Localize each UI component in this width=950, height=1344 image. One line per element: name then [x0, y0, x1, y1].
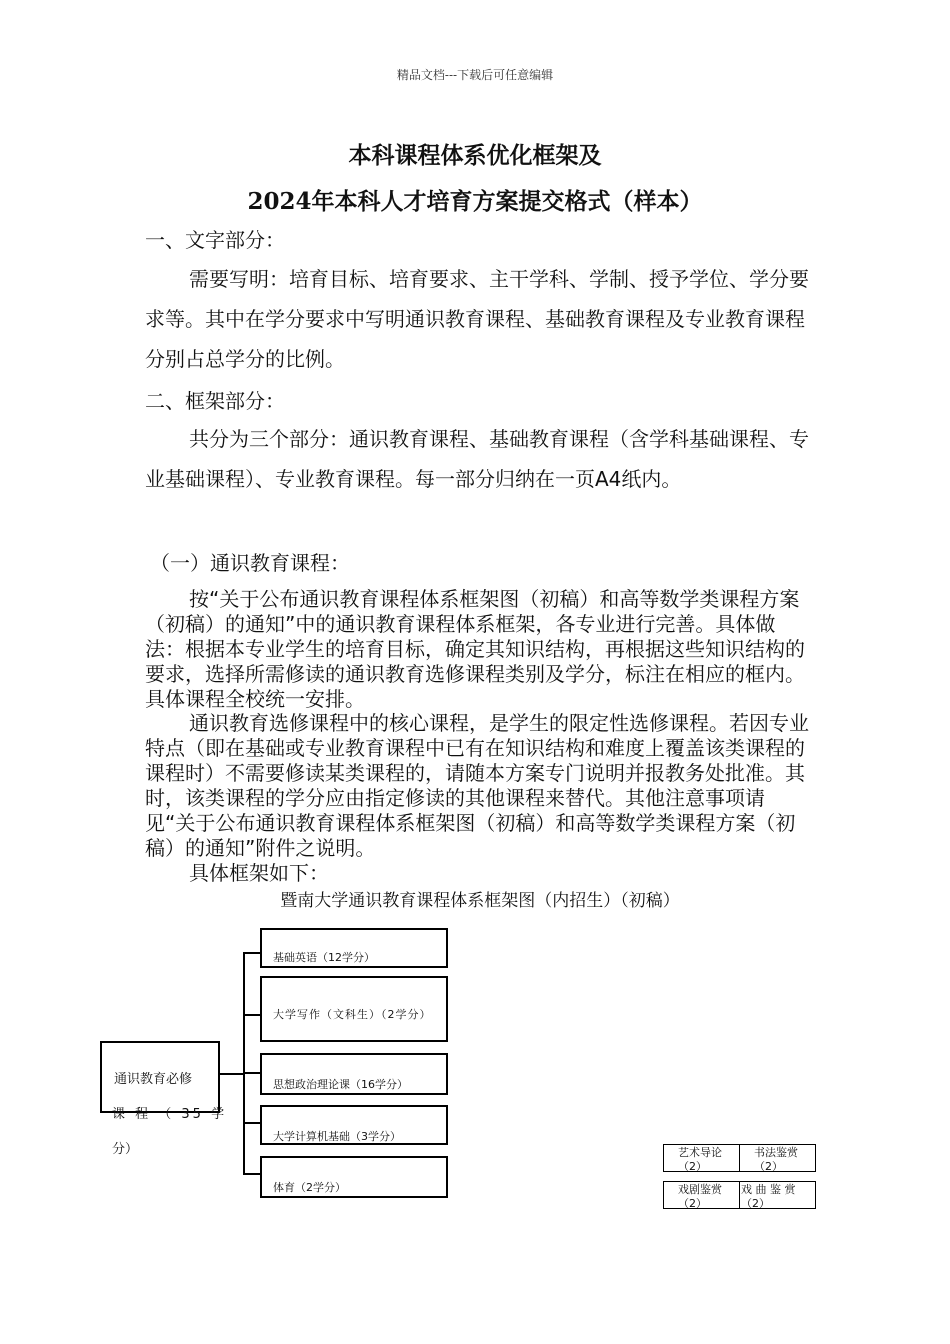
course-box-writing	[260, 976, 448, 1042]
elective-table-divider	[739, 1182, 740, 1208]
connector-branch-2	[243, 1014, 261, 1016]
section1-paragraph: 需要写明：培育目标、培育要求、主干学科、学制、授予学位、学分要求等。其中在学分要求中写明通识教育课程、基础教育课程及专业教育课程分别占总学分的比例。	[145, 267, 809, 371]
page-title-line1: 本科课程体系优化框架及	[348, 142, 602, 169]
connector-vertical	[243, 952, 245, 1175]
elective-table-divider	[739, 1145, 740, 1171]
elective-cell-art: 艺术导论（2）	[678, 1146, 722, 1172]
section2-heading: 二、框架部分：	[145, 389, 285, 413]
diagram-title: 暨南大学通识教育课程体系框架图（内招生）（初稿）	[280, 891, 680, 911]
course-box-computer	[260, 1105, 448, 1145]
course-label-politics: 思想政治理论课（16学分）	[273, 1078, 408, 1091]
elective-cell-calligraphy: 书法鉴赏（2）	[754, 1146, 798, 1172]
header-note: 精品文档---下载后可任意编辑	[396, 68, 554, 82]
section2-paragraph: 共分为三个部分：通识教育课程、基础教育课程（含学科基础课程、专业基础课程）、专业教育课程。每一部分归纳在一页A4纸内。	[145, 427, 809, 491]
course-label-pe: 体育（2学分）	[273, 1181, 346, 1194]
subsection1-heading: （一）通识教育课程：	[150, 551, 350, 575]
required-courses-label-line1: 通识教育必修	[114, 1072, 193, 1087]
page-title-line2: 2024年本科人才培育方案提交格式（样本）	[247, 188, 703, 215]
course-box-pe	[260, 1156, 448, 1198]
required-courses-label-line2: 课 程 （ 35 学	[112, 1107, 228, 1122]
elective-cell-drama: 戏剧鉴赏（2）	[678, 1183, 722, 1209]
connector-horizontal-main	[216, 1073, 244, 1075]
connector-branch-3	[243, 1072, 261, 1074]
connector-branch-1	[243, 952, 261, 954]
paragraph-b: 通识教育选修课程中的核心课程，是学生的限定性选修课程。若因专业特点（即在基础或专业教育课程中已有在知识结构和难度上覆盖该类课程的课程时）不需要修读某类课程的，请随本方案专门说明并报教务处批准。其时，该类课程的学分应由指定修读的其他课程来替代。其他注意事项请见“关于公布通识教育课程体系框架图（初稿）和高等数学类课程方案（初稿）的通知”附件之说明。	[145, 711, 809, 860]
elective-table-row1	[663, 1144, 816, 1172]
connector-branch-5	[243, 1173, 261, 1175]
course-box-politics	[260, 1053, 448, 1095]
elective-cell-opera: 戏 曲 鉴 赏（2）	[741, 1183, 796, 1209]
course-box-english	[260, 928, 448, 968]
required-courses-label-line3: 分）	[112, 1142, 139, 1157]
course-label-computer: 大学计算机基础（3学分）	[273, 1130, 401, 1143]
elective-table-row2	[663, 1181, 816, 1209]
paragraph-a: 按“关于公布通识教育课程体系框架图（初稿）和高等数学类课程方案（初稿）的通知”中的通识教育课程体系框架，各专业进行完善。具体做法：根据本专业学生的培育目标，确定其知识结构，再根据这些知识结构的要求，选择所需修读的通识教育选修课程类别及学分，标注在相应的框内。具体课程全校统一安排。	[145, 587, 805, 711]
course-label-writing: 大学写作（文科生）（2学分）	[273, 1008, 432, 1021]
connector-branch-4	[243, 1122, 261, 1124]
course-label-english: 基础英语（12学分）	[273, 951, 375, 964]
paragraph-c: 具体框架如下：	[189, 861, 329, 885]
section1-heading: 一、文字部分：	[145, 228, 285, 252]
